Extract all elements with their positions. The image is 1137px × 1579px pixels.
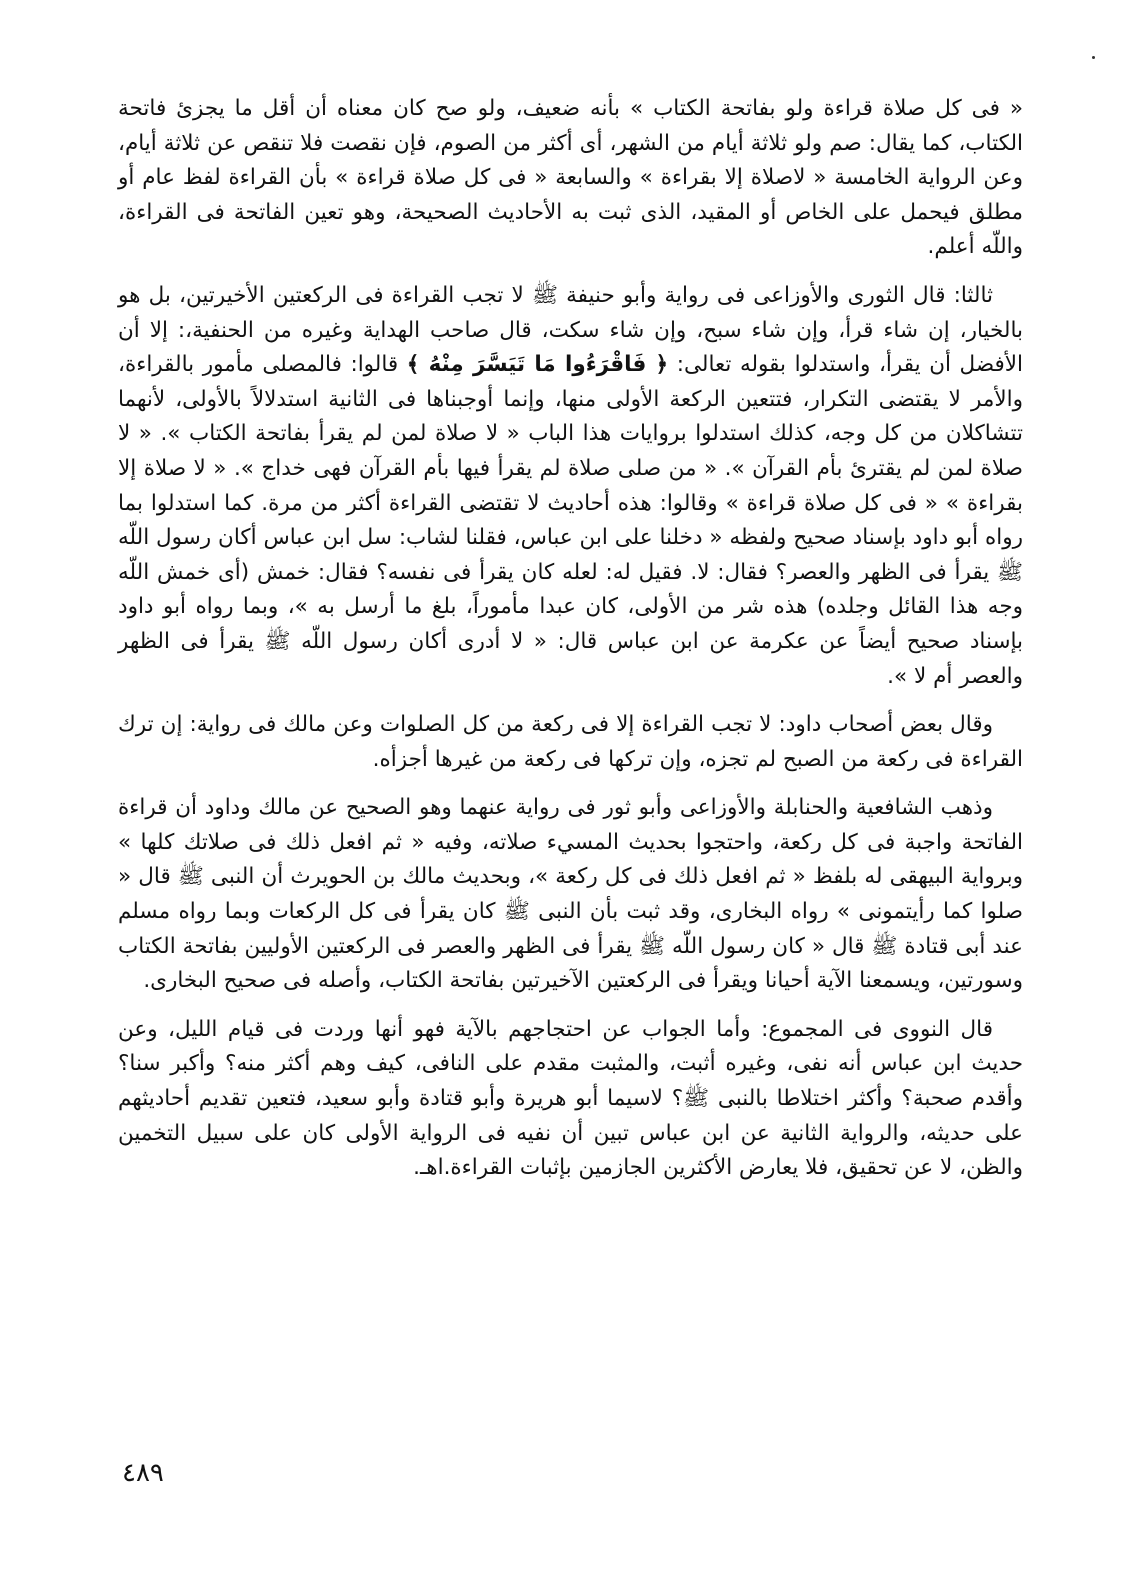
paragraph-3: وقال بعض أصحاب داود: لا تجب القراءة إلا فى ركعة من كل الصلوات وعن مالك فى رواية: إن ترك القراءة فى ركعة من الصبح لم تجزه، وإن تركها فى ركعة من غيرها أجزأه.: [118, 712, 1023, 772]
paragraph-1: « فى كل صلاة قراءة ولو بفاتحة الكتاب » بأنه ضعيف، ولو صح كان معناه أن أقل ما يجزئ فاتحة الكتاب، كما يقال: صم ولو ثلاثة أيام من الشهر، أى أكثر من الصوم، فإن نقصت فلا تنقص عن ثلاثة أيام، وعن الرواية الخامسة « لاصلاة إلا بقراءة » والسابعة « فى كل صلاة قراءة » بأن القراءة لفظ عام أو مطلق فيحمل على الخاص أو المقيد، الذى ثبت به الأحاديث الصحيحة، وهو تعين الفاتحة فى القراءة، واللّه أعلم.: [118, 96, 1023, 260]
paragraph-5: قال النووى فى المجموع: وأما الجواب عن احتجاجهم بالآية فهو أنها وردت فى قيام الليل، وعن حديث ابن عباس أنه نفى، وغيره أثبت، والمثبت مقدم على النافى، كيف وهم أكثر منه؟ وأكبر سنا؟ وأقدم صحبة؟ وأكثر اختلاطا بالنبى ﷺ؟ لاسيما أبو هريرة وأبو قتادة وأبو سعيد، فتعين تقديم أحاديثهم على حديثه، والرواية الثانية عن ابن عباس تبين أن نفيه فى الرواية الأولى كان على سبيل التخمين والظن، لا عن تحقيق، فلا يعارض الأكثرين الجازمين بإثبات القراءة.اهـ.: [118, 1016, 1023, 1181]
page-body: [118, 92, 1023, 1200]
paragraph-2-text-before-quran: ثالثا: قال الثورى والأوزاعى فى رواية وأبو حنيفة ﷺ لا تجب القراءة فى الركعتين الأخيرتين، بل هو بالخيار، إن شاء قرأ، وإن شاء سبح، وإن شاء سكت، قال صاحب الهداية وغيره من الحنفية،: إلا أن الأفضل أن يقرأ، واستدلوا بقوله تعالى:: [118, 282, 1023, 378]
scan-speck: [1092, 56, 1095, 59]
quran-verse: ﴿ فَاقْرَءُوا مَا تَيَسَّرَ مِنْهُ ﴾: [406, 352, 669, 378]
paragraph-2: [118, 279, 1023, 694]
paragraph-4: وذهب الشافعية والحنابلة والأوزاعى وأبو ثور فى رواية عنهما وهو الصحيح عن مالك وداود أن قراءة الفاتحة واجبة فى كل ركعة، واحتجوا بحديث المسيء صلاته، وفيه « ثم افعل ذلك فى صلاتك كلها » وبرواية البيهقى له بلفظ « ثم افعل ذلك فى كل ركعة »، وبحديث مالك بن الحويرث أن النبى ﷺ قال « صلوا كما رأيتمونى » رواه البخارى، وقد ثبت بأن النبى ﷺ كان يقرأ فى كل الركعات وبما رواه مسلم عند أبى قتادة ﷺ قال « كان رسول اللّه ﷺ يقرأ فى الظهر والعصر فى الركعتين الأوليين بفاتحة الكتاب وسورتين، ويسمعنا الآية أحيانا ويقرأ فى الركعتين الآخيرتين بفاتحة الكتاب، وأصله فى صحيح البخارى.: [118, 795, 1023, 994]
page-number: ٤٨٩: [122, 1458, 164, 1488]
paragraph-2-text-after-quran: قالوا: فالمصلى مأمور بالقراءة، والأمر لا يقتضى التكرار، فتتعين الركعة الأولى منها، وإنما أوجبناها فى الثانية استدلالاً بالأولى، لأنهما تتشاكلان من كل وجه، كذلك استدلوا بروايات هذا الباب « لا صلاة لمن لم يقرأ بفاتحة الكتاب ». « لا صلاة لمن لم يقترئ بأم القرآن ». « من صلى صلاة لم يقرأ فيها بأم القرآن فهى خداج ». « لا صلاة إلا بقراءة » « فى كل صلاة قراءة » وقالوا: هذه أحاديث لا تقتضى القراءة أكثر من مرة. كما استدلوا بما رواه أبو داود بإسناد صحيح ولفظه « دخلنا على ابن عباس، فقلنا لشاب: سل ابن عباس أكان رسول اللّه ﷺ يقرأ فى الظهر والعصر؟ فقال: لا. فقيل له: لعله كان يقرأ فى نفسه؟ فقال: خمش (أى خمش اللّه وجه هذا القائل وجلده) هذه شر من الأولى، كان عبدا مأموراً، بلغ ما أرسل به »، وبما رواه أبو داود بإسناد صحيح أيضاً عن عكرمة عن ابن عباس قال: « لا أدرى أكان رسول اللّه ﷺ يقرأ فى الظهر والعصر أم لا ».: [118, 352, 1023, 689]
